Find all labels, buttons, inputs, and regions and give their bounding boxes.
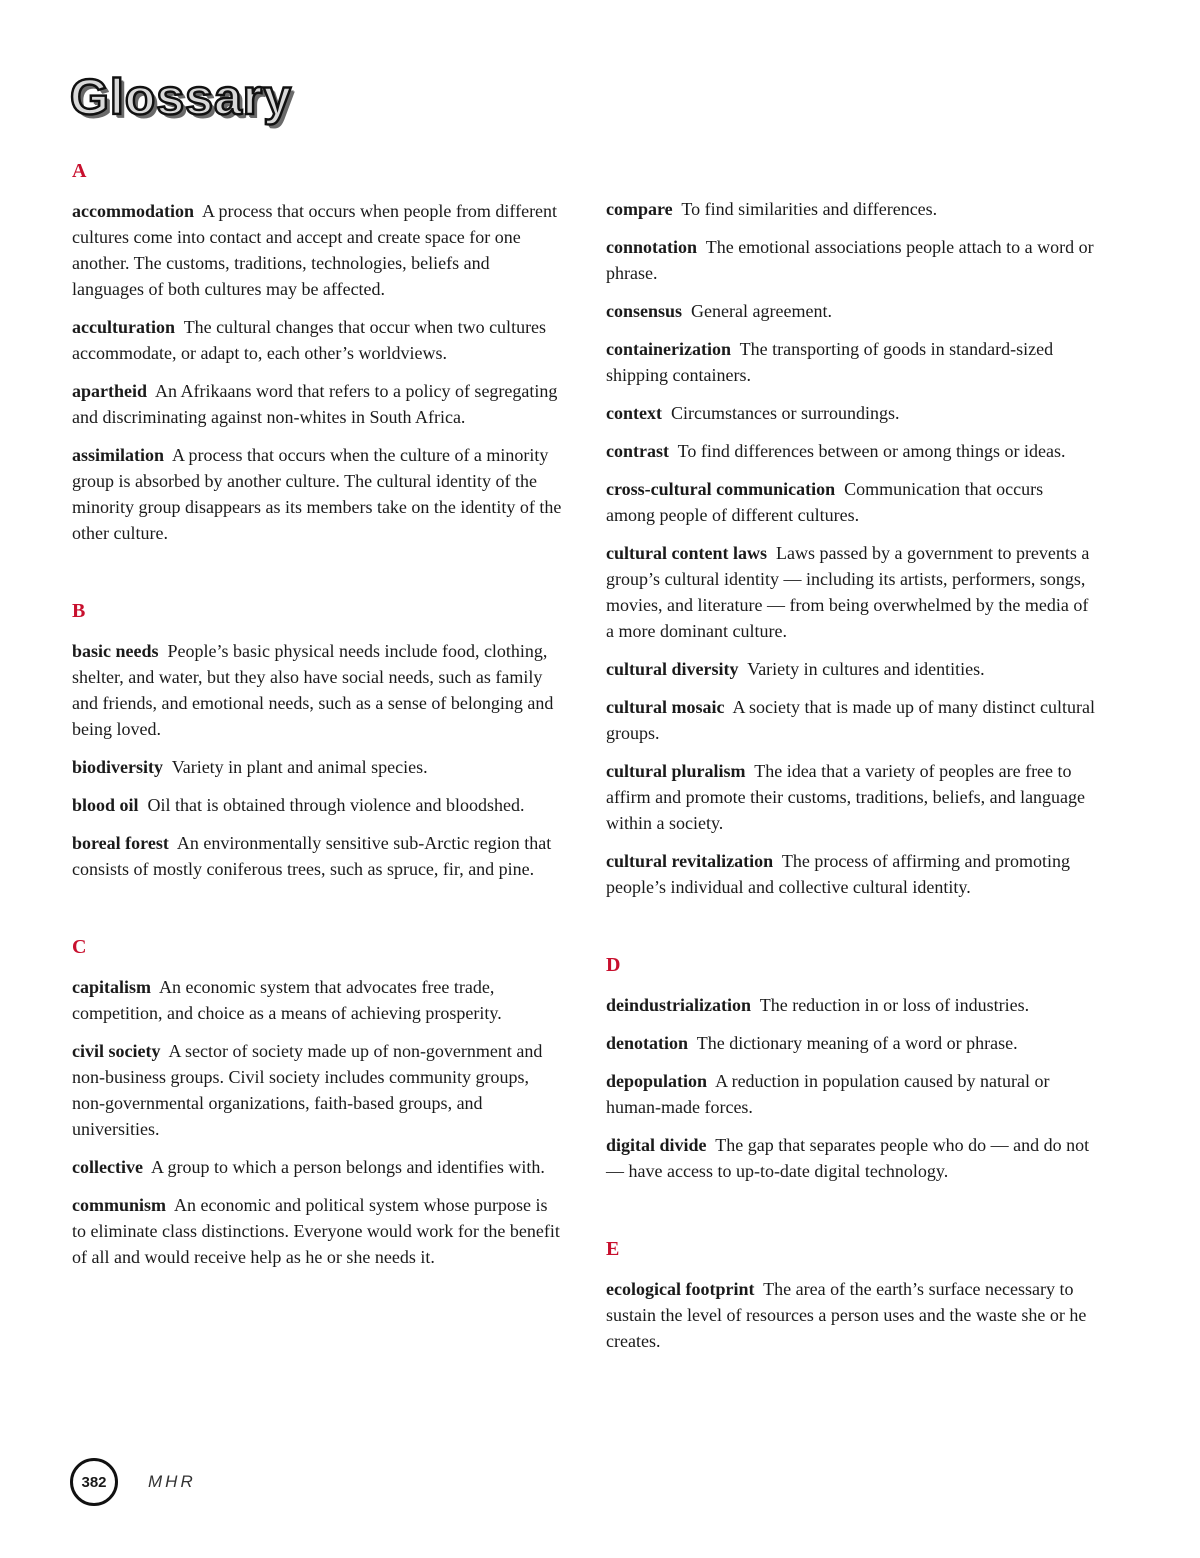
entry-term: acculturation bbox=[72, 317, 175, 337]
glossary-entry bbox=[72, 754, 562, 780]
glossary-entry bbox=[72, 638, 562, 742]
entry-definition: A society that is made up of many distinct cultural groups. bbox=[606, 697, 1095, 743]
section-spacer bbox=[606, 912, 1096, 952]
entry-definition: Variety in plant and animal species. bbox=[171, 757, 428, 777]
page-title: Glossary bbox=[70, 69, 293, 125]
section-letter-d: D bbox=[606, 954, 621, 976]
glossary-entry bbox=[72, 1192, 562, 1270]
entry-term: contrast bbox=[606, 441, 669, 461]
entry-term: cross-cultural communication bbox=[606, 479, 836, 499]
page-number-badge bbox=[70, 1458, 118, 1506]
entry-term: apartheid bbox=[72, 381, 148, 401]
entry-definition: Circumstances or surroundings. bbox=[670, 403, 900, 423]
entry-term: boreal forest bbox=[72, 833, 169, 853]
glossary-entry bbox=[606, 848, 1096, 900]
glossary-entry bbox=[606, 476, 1096, 528]
entry-term: communism bbox=[72, 1195, 166, 1215]
entry-term: capitalism bbox=[72, 977, 151, 997]
glossary-entry bbox=[606, 1068, 1096, 1120]
entry-definition: To find similarities and differences. bbox=[681, 199, 938, 219]
glossary-entry bbox=[72, 974, 562, 1026]
entry-definition: The transporting of goods in standard-sized shipping containers. bbox=[606, 339, 1054, 385]
entry-definition: The idea that a variety of peoples are free to affirm and promote their customs, traditions, beliefs, and language within a society. bbox=[606, 761, 1086, 833]
entry-term: cultural content laws bbox=[606, 543, 767, 563]
publisher-mark: MHR bbox=[148, 1472, 196, 1491]
entry-definition: An economic and political system whose purpose is to eliminate class distinctions. Everyone would work for the benefit of all and would receive help as he or she needs it. bbox=[72, 1195, 560, 1267]
entry-definition: Laws passed by a government to prevents a group’s cultural identity — including its artists, performers, songs, movies, and literature — from being overwhelmed by the media of a more dominant culture. bbox=[606, 543, 1090, 641]
section-letter-c: C bbox=[72, 936, 87, 958]
entry-term: blood oil bbox=[72, 795, 139, 815]
glossary-entry bbox=[606, 438, 1096, 464]
glossary-entry bbox=[72, 314, 562, 366]
entry-term: collective bbox=[72, 1157, 143, 1177]
glossary-entry bbox=[72, 198, 562, 302]
entry-term: connotation bbox=[606, 237, 698, 257]
entry-term: cultural diversity bbox=[606, 659, 739, 679]
section-spacer bbox=[72, 894, 562, 934]
glossary-entry bbox=[606, 1030, 1096, 1056]
glossary-entry bbox=[606, 234, 1096, 286]
entry-definition: A group to which a person belongs and identifies with. bbox=[150, 1157, 545, 1177]
glossary-entry bbox=[606, 336, 1096, 388]
entry-definition: Oil that is obtained through violence and bloodshed. bbox=[147, 795, 525, 815]
entry-definition: A process that occurs when people from different cultures come into contact and accept and create space for one another. The customs, traditions, technologies, beliefs and languages of both cultures may be affected. bbox=[72, 201, 558, 299]
glossary-entry bbox=[72, 442, 562, 546]
entry-term: digital divide bbox=[606, 1135, 707, 1155]
entry-definition: The process of affirming and promoting people’s individual and collective cultural identity. bbox=[606, 851, 1070, 897]
entry-term: basic needs bbox=[72, 641, 159, 661]
entry-term: cultural pluralism bbox=[606, 761, 746, 781]
entry-definition: The gap that separates people who do — and do not — have access to up-to-date digital technology. bbox=[606, 1135, 1090, 1181]
entry-definition: The emotional associations people attach to a word or phrase. bbox=[606, 237, 1094, 283]
entry-definition: Communication that occurs among people of different cultures. bbox=[606, 479, 1044, 525]
entry-definition: A process that occurs when the culture of a minority group is absorbed by another culture. The cultural identity of the minority group disappears as its members take on the identity of the other culture. bbox=[72, 445, 562, 543]
glossary-entry bbox=[72, 1038, 562, 1142]
page-footer bbox=[70, 1458, 196, 1506]
glossary-entry bbox=[72, 1154, 562, 1180]
entry-term: ecological footprint bbox=[606, 1279, 755, 1299]
entry-term: context bbox=[606, 403, 662, 423]
glossary-entry bbox=[606, 758, 1096, 836]
entry-definition: General agreement. bbox=[691, 301, 832, 321]
glossary-entry bbox=[606, 196, 1096, 222]
page-number: 382 bbox=[81, 1473, 107, 1491]
entry-term: cultural mosaic bbox=[606, 697, 725, 717]
entry-term: cultural revitalization bbox=[606, 851, 774, 871]
entry-definition: An economic system that advocates free trade, competition, and choice as a means of achieving prosperity. bbox=[72, 977, 502, 1023]
section-spacer bbox=[606, 1196, 1096, 1236]
entry-term: assimilation bbox=[72, 445, 165, 465]
entry-definition: The reduction in or loss of industries. bbox=[759, 995, 1030, 1015]
section-letter-e: E bbox=[606, 1238, 620, 1260]
glossary-entry bbox=[606, 992, 1096, 1018]
entry-definition: A reduction in population caused by natural or human-made forces. bbox=[606, 1071, 1050, 1117]
glossary-entry bbox=[72, 792, 562, 818]
glossary-entry bbox=[606, 540, 1096, 644]
entry-definition: People’s basic physical needs include food, clothing, shelter, and water, but they also have social needs, such as family and friends, and emotional needs, such as a sense of belonging and being loved. bbox=[72, 641, 554, 739]
glossary-entry bbox=[606, 400, 1096, 426]
entry-term: containerization bbox=[606, 339, 731, 359]
section-letter-b: B bbox=[72, 600, 86, 622]
glossary-entry bbox=[606, 1132, 1096, 1184]
section-letter-a: A bbox=[72, 160, 87, 182]
entry-term: civil society bbox=[72, 1041, 161, 1061]
entry-term: denotation bbox=[606, 1033, 689, 1053]
entry-definition: An environmentally sensitive sub-Arctic region that consists of mostly coniferous trees, such as spruce, fir, and pine. bbox=[72, 833, 552, 879]
entry-term: compare bbox=[606, 199, 673, 219]
entry-term: depopulation bbox=[606, 1071, 708, 1091]
glossary-entry bbox=[606, 694, 1096, 746]
right-column bbox=[606, 196, 1096, 1366]
entry-definition: The cultural changes that occur when two cultures accommodate, or adapt to, each other’s worldviews. bbox=[72, 317, 547, 363]
entry-term: biodiversity bbox=[72, 757, 164, 777]
entry-term: consensus bbox=[606, 301, 683, 321]
glossary-entry bbox=[606, 656, 1096, 682]
entry-term: accommodation bbox=[72, 201, 194, 221]
entry-definition: To find differences between or among things or ideas. bbox=[677, 441, 1066, 461]
glossary-entry bbox=[606, 1276, 1096, 1354]
glossary-entry bbox=[72, 830, 562, 882]
glossary-entry bbox=[606, 298, 1096, 324]
glossary-entry bbox=[72, 378, 562, 430]
entry-definition: The dictionary meaning of a word or phrase. bbox=[696, 1033, 1018, 1053]
section-spacer bbox=[72, 558, 562, 598]
entry-definition: Variety in cultures and identities. bbox=[747, 659, 985, 679]
entry-definition: An Afrikaans word that refers to a policy of segregating and discriminating against non-whites in South Africa. bbox=[72, 381, 558, 427]
left-column bbox=[72, 158, 562, 1282]
entry-definition: The area of the earth’s surface necessary to sustain the level of resources a person uses and the waste she or he creates. bbox=[606, 1279, 1087, 1351]
entry-term: deindustrialization bbox=[606, 995, 752, 1015]
entry-definition: A sector of society made up of non-government and non-business groups. Civil society includes community groups, non-governmental organizations, faith-based groups, and universities. bbox=[72, 1041, 543, 1139]
